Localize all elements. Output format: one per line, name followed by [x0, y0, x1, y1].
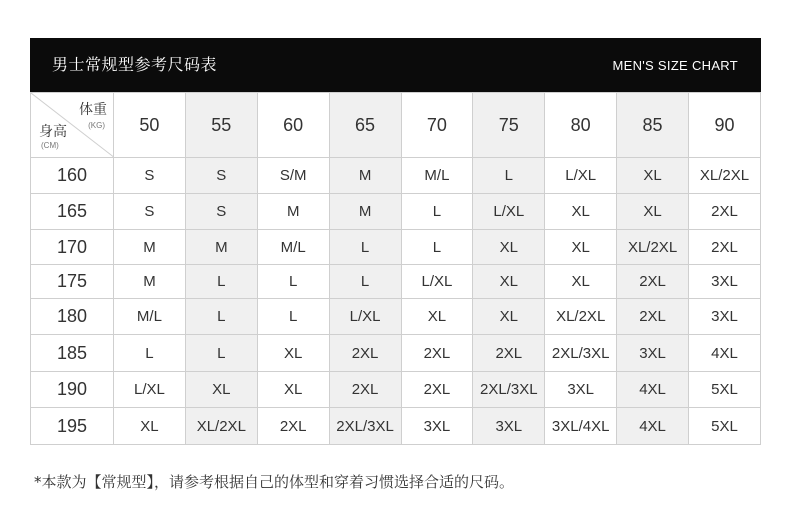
table-row	[31, 194, 761, 230]
size-cell: 2XL	[689, 230, 761, 265]
table-row	[31, 265, 761, 299]
size-cell: 3XL	[689, 299, 761, 335]
size-cell: M	[329, 158, 401, 194]
size-cell: XL/2XL	[689, 158, 761, 194]
size-cell: XL	[545, 194, 617, 230]
size-cell: L/XL	[329, 299, 401, 335]
size-cell: 2XL/3XL	[329, 408, 401, 445]
fit-footnote: *本款为【常规型】，请参考根据自己的体型和穿着习惯选择合适的尺码。	[34, 473, 515, 491]
size-cell: L	[473, 158, 545, 194]
weight-header: 90	[689, 93, 761, 158]
height-cell: 165	[31, 194, 114, 230]
size-cell: 3XL	[689, 265, 761, 299]
chart-title-cn: 男士常规型参考尺码表	[52, 55, 218, 74]
size-cell: 2XL	[329, 335, 401, 372]
height-cell: 180	[31, 299, 114, 335]
weight-header: 75	[473, 93, 545, 158]
size-cell: 5XL	[689, 372, 761, 408]
size-cell: 2XL	[329, 372, 401, 408]
size-cell: M	[114, 265, 186, 299]
weight-header: 85	[617, 93, 689, 158]
size-cell: 5XL	[689, 408, 761, 445]
table-row	[31, 299, 761, 335]
size-cell: L	[257, 265, 329, 299]
size-cell: XL	[617, 158, 689, 194]
size-cell: XL	[545, 230, 617, 265]
size-cell: M	[257, 194, 329, 230]
weight-header: 55	[185, 93, 257, 158]
size-cell: L	[185, 335, 257, 372]
weight-header: 70	[401, 93, 473, 158]
size-cell: 4XL	[617, 408, 689, 445]
table-row	[31, 372, 761, 408]
size-cell: S	[185, 194, 257, 230]
size-cell: XL	[257, 372, 329, 408]
size-cell: XL/2XL	[617, 230, 689, 265]
size-cell: 2XL	[401, 372, 473, 408]
table-row	[31, 230, 761, 265]
size-cell: XL	[473, 265, 545, 299]
size-cell: L/XL	[401, 265, 473, 299]
size-cell: L	[114, 335, 186, 372]
size-cell: 2XL/3XL	[473, 372, 545, 408]
size-cell: M	[114, 230, 186, 265]
table-row	[31, 408, 761, 445]
size-cell: L	[401, 230, 473, 265]
size-cell: 3XL	[401, 408, 473, 445]
size-cell: 3XL	[617, 335, 689, 372]
table-row	[31, 335, 761, 372]
weight-header: 50	[114, 93, 186, 158]
size-cell: M/L	[401, 158, 473, 194]
weight-unit: (KG)	[88, 121, 105, 130]
size-cell: L	[257, 299, 329, 335]
height-unit: (CM)	[41, 141, 59, 150]
weight-label: 体重	[79, 102, 107, 118]
size-cell: M	[329, 194, 401, 230]
size-table	[30, 92, 761, 445]
size-cell: L/XL	[473, 194, 545, 230]
size-cell: XL	[545, 265, 617, 299]
table-row	[31, 158, 761, 194]
height-cell: 170	[31, 230, 114, 265]
weight-header: 80	[545, 93, 617, 158]
size-cell: XL	[257, 335, 329, 372]
size-cell: XL/2XL	[545, 299, 617, 335]
size-cell: XL	[185, 372, 257, 408]
weight-header: 65	[329, 93, 401, 158]
height-cell: 160	[31, 158, 114, 194]
size-cell: S	[114, 194, 186, 230]
weight-header-row	[31, 93, 761, 158]
size-cell: L/XL	[114, 372, 186, 408]
chart-header	[30, 38, 761, 92]
size-cell: L	[185, 299, 257, 335]
height-cell: 185	[31, 335, 114, 372]
size-cell: L	[329, 230, 401, 265]
size-cell: 3XL/4XL	[545, 408, 617, 445]
height-cell: 175	[31, 265, 114, 299]
size-cell: XL/2XL	[185, 408, 257, 445]
size-cell: L	[185, 265, 257, 299]
weight-header: 60	[257, 93, 329, 158]
size-cell: 2XL	[617, 265, 689, 299]
size-cell: M/L	[114, 299, 186, 335]
size-cell: M/L	[257, 230, 329, 265]
corner-cell	[31, 93, 114, 158]
size-cell: XL	[473, 299, 545, 335]
size-cell: L/XL	[545, 158, 617, 194]
size-cell: 2XL	[689, 194, 761, 230]
size-cell: 2XL/3XL	[545, 335, 617, 372]
size-cell: M	[185, 230, 257, 265]
size-cell: 3XL	[545, 372, 617, 408]
chart-title-en: MEN'S SIZE CHART	[612, 58, 738, 73]
height-cell: 195	[31, 408, 114, 445]
size-cell: S	[114, 158, 186, 194]
size-cell: S	[185, 158, 257, 194]
size-cell: S/M	[257, 158, 329, 194]
size-cell: 4XL	[617, 372, 689, 408]
size-cell: XL	[114, 408, 186, 445]
height-label: 身高	[39, 124, 67, 140]
size-cell: XL	[617, 194, 689, 230]
size-cell: XL	[401, 299, 473, 335]
size-cell: L	[329, 265, 401, 299]
size-cell: 2XL	[257, 408, 329, 445]
size-cell: XL	[473, 230, 545, 265]
size-cell: 4XL	[689, 335, 761, 372]
size-cell: L	[401, 194, 473, 230]
size-cell: 3XL	[473, 408, 545, 445]
height-cell: 190	[31, 372, 114, 408]
size-cell: 2XL	[617, 299, 689, 335]
size-cell: 2XL	[473, 335, 545, 372]
size-cell: 2XL	[401, 335, 473, 372]
